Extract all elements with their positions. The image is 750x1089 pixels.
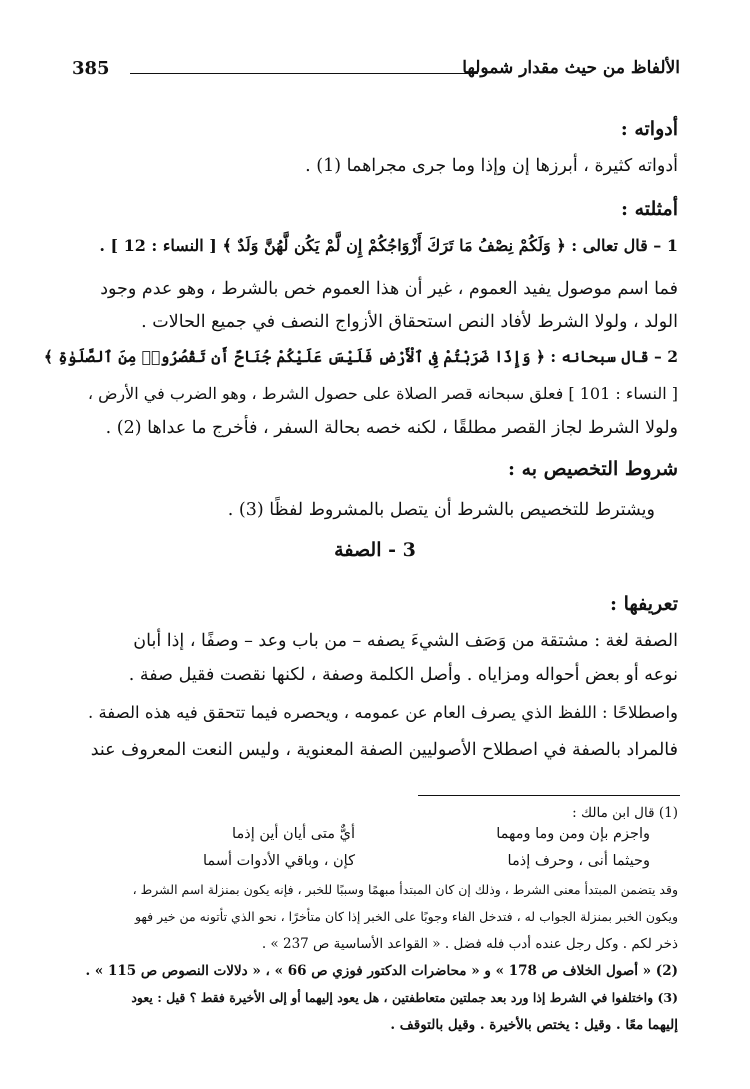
example1-text-line2: فما اسم موصول يفيد العموم ، غير أن هذا العموم خص بالشرط ، وهو عدم وجود bbox=[100, 279, 678, 299]
examples-heading: أمثلته : bbox=[620, 198, 678, 220]
definition-heading: تعريفها : bbox=[609, 593, 678, 615]
sifa-paragraph2-line1: واصطلاحًا : اللفظ الذي يصرف العام عن عمومه ، ويحصره فيما تتحقق فيه هذه الصفة . bbox=[87, 703, 678, 722]
footnote-rule bbox=[418, 795, 680, 796]
footnote1-line3: ذخر لكم . وكل رجل عنده أدب فله فضل . « القواعد الأساسية ص 237 » . bbox=[261, 936, 678, 952]
sifa-paragraph1-line2: نوعه أو بعض أحواله ومزاياه . وأصل الكلمة وصفة ، لكنها نقصت فقيل صفة . bbox=[128, 665, 678, 685]
footnote1-line2: ويكون الخبر بمنزلة الجواب له ، فتدخل الفاء وجوبًا على الخبر إذا كان متأخرًا ، نحو الذي تأتونه من خير فهو bbox=[134, 909, 678, 924]
footnote3-line2: إليهما معًا . وقيل : يختص بالأخيرة . وقيل بالتوقف . bbox=[390, 1017, 678, 1033]
footnote2: (2) « أصول الخلاف ص 178 » و « محاضرات الدكتور فوزي ص 66 » ، « دلالات النصوص ص 115 » . bbox=[85, 963, 678, 979]
example2-text-line2: [ النساء : 101 ] فعلق سبحانه قصر الصلاة على حصول الشرط ، وهو الضرب في الأرض ، bbox=[87, 384, 678, 403]
page-number: 385 bbox=[72, 58, 110, 79]
sifa-paragraph1-line1: الصفة لغة : مشتقة من وَصَف الشيءَ يصفه – من باب وعد – وصفًا ، إذا أبان bbox=[133, 631, 678, 651]
conditions-heading: شروط التخصيص به : bbox=[507, 458, 678, 480]
poem-verse1-left: أيٌّ متى أيان أين إذما bbox=[232, 826, 355, 842]
section-title-sifa: 3 - الصفة bbox=[334, 539, 416, 561]
tools-heading: أدواته : bbox=[620, 118, 678, 140]
poem-verse2-left: كإن ، وباقي الأدوات أسما bbox=[203, 853, 355, 869]
running-header-title: الألفاظ من حيث مقدار شمولها bbox=[462, 58, 680, 78]
poem-verse1-right: واجزم بإن ومن وما ومهما bbox=[496, 826, 650, 842]
example2-quran-line: 2 – قال سبحانه : ﴿ وَإِذَا ضَرَبْتُمْ فِى ٱلْأَرْضِ فَلَيْسَ عَلَيْكُمْ جُنَاحٌ أَن تَقْصُرُوا۟ مِنَ ٱلصَّلَوٰةِ ﴾ bbox=[43, 347, 678, 366]
example2-text-line3: ولولا الشرط لجاز القصر مطلقًا ، لكنه خصه بحالة السفر ، فأخرج ما عداها (2) . bbox=[105, 418, 678, 438]
example1-quran-line: 1 – قال تعالى : ﴿ وَلَكُمْ نِصْفُ مَا تَرَكَ أَزْوَاجُكُمْ إِن لَّمْ يَكُن لَّهُنَّ وَلَدٌ ﴾ [ النساء : 12 ] . bbox=[99, 236, 678, 255]
example1-text-line3: الولد ، ولولا الشرط لأفاد النص استحقاق الأزواج النصف في جميع الحالات . bbox=[141, 312, 678, 332]
header-rule bbox=[130, 73, 478, 74]
poem-verse2-right: وحيثما أنى ، وحرف إذما bbox=[507, 853, 650, 869]
footnote1-line1: وقد يتضمن المبتدأ معنى الشرط ، وذلك إن كان المبتدأ مبهمًا وسببًا للخبر ، فإنه يكون بمنزلة اسم الشرط ، bbox=[132, 882, 678, 897]
sifa-paragraph3-line1: فالمراد بالصفة في اصطلاح الأصوليين الصفة المعنوية ، وليس النعت المعروف عند bbox=[90, 740, 678, 760]
conditions-text: ويشترط للتخصيص بالشرط أن يتصل بالمشروط لفظًا (3) . bbox=[227, 500, 655, 520]
tools-text: أدواته كثيرة ، أبرزها إن وإذا وما جرى مجراهما (1) . bbox=[305, 156, 678, 176]
footnote3-line1: (3) واختلفوا في الشرط إذا ورد بعد جملتين متعاطفتين ، هل يعود إليهما أو إلى الأخيرة فقط ؟ قيل : يعود bbox=[131, 990, 678, 1005]
footnote1-intro: (1) قال ابن مالك : bbox=[572, 805, 678, 821]
